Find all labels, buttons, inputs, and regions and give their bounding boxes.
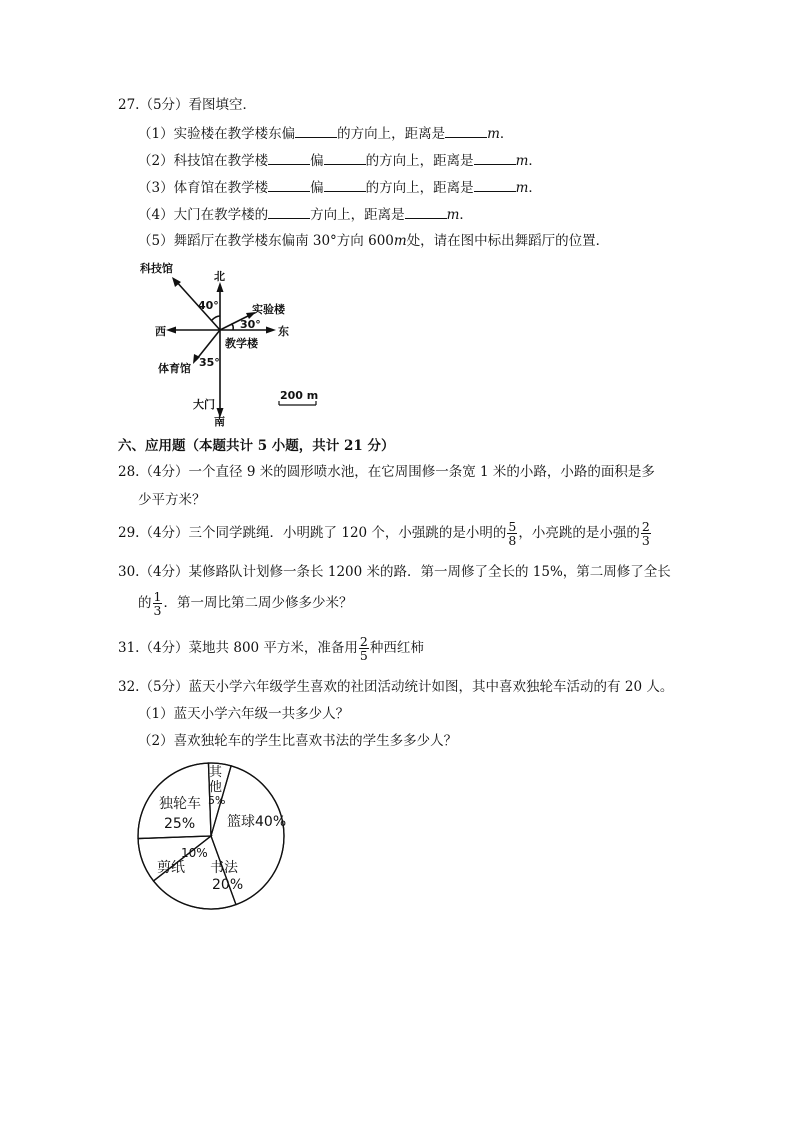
- pie-label-calligraphy-pct: 20%: [212, 877, 244, 893]
- pie-label-basketball: 篮球40%: [227, 814, 287, 830]
- pie-label-unicycle-pct: 25%: [164, 816, 196, 832]
- q27-3-text-c: 的方向上，距离是: [365, 180, 474, 196]
- map-scale-label: 200 m: [280, 389, 319, 402]
- pie-label-other-1: 其: [209, 765, 223, 780]
- q30-text-a: 的: [138, 595, 152, 611]
- map-damen-label: 大门: [193, 398, 215, 411]
- map-south-label: 南: [214, 415, 225, 428]
- q30-line-1: 30.（4分）某修路队计划修一条长 1200 米的路．第一周修了全长的 15%，第二周修了全长: [118, 564, 671, 580]
- map-west-label: 西: [155, 325, 166, 338]
- q27-2-text-b: 偏: [310, 153, 324, 169]
- map-angle-35-label: 35°: [199, 356, 220, 369]
- q29-text-b: ，小亮跳的是小强的: [518, 525, 640, 541]
- q27-5-text-a: （5）舞蹈厅在教学楼东偏南 30°方向 600: [138, 233, 394, 249]
- pie-label-calligraphy: 书法: [210, 860, 238, 876]
- pie-label-papercut: 剪纸: [157, 860, 185, 876]
- numerator: 1: [153, 589, 162, 604]
- q27-3-text-b: 偏: [310, 180, 324, 196]
- q29-text-a: 29.（4分）三个同学跳绳．小明跳了 120 个，小强跳的是小明的: [118, 525, 507, 541]
- pie-label-unicycle: 独轮车: [159, 796, 201, 812]
- unit: m: [393, 233, 407, 249]
- q27-2-text-c: 的方向上，距离是: [365, 153, 474, 169]
- q28-line-1: 28.（4分）一个直径 9 米的圆形喷水池，在它周围修一条宽 1 米的小路，小路的面积是多: [118, 464, 655, 480]
- q31-text-b: 种西红柿: [369, 640, 424, 656]
- pie-label-other-pct: 5%: [208, 794, 226, 807]
- period: ．: [459, 207, 473, 223]
- section-heading: 六、应用题（本题共计 5 小题，共计 21 分）: [118, 438, 395, 454]
- unit: m: [515, 180, 529, 196]
- map-shiyanlou-label: 实验楼: [252, 303, 285, 316]
- q27-4-text-b: 方向上，距离是: [310, 207, 405, 223]
- q27-1-text-a: （1）实验楼在教学楼东偏: [138, 126, 296, 142]
- map-angle-30-label: 30°: [240, 318, 261, 331]
- q32-line-1: 32.（5分）蓝天小学六年级学生喜欢的社团活动统计如图，其中喜欢独轮车活动的有 20 人。: [118, 679, 674, 695]
- map-kejiguan-label: 科技馆: [140, 262, 173, 275]
- pie-label-other-2: 他: [209, 780, 223, 795]
- q27-header: 27.（5分）看图填空．: [118, 97, 257, 113]
- denominator: 5: [359, 648, 368, 663]
- period: ．: [528, 153, 542, 169]
- period: ．: [528, 180, 542, 196]
- q28-line-2: 少平方米？: [138, 492, 206, 508]
- denominator: 3: [153, 603, 162, 618]
- q32-line-3: （2）喜欢独轮车的学生比喜欢书法的学生多多少人？: [138, 733, 458, 749]
- map-east-label: 东: [278, 325, 289, 338]
- q31-text-a: 31.（4分）菜地共 800 平方米，准备用: [118, 640, 358, 656]
- map-tiyuguan-label: 体育馆: [158, 362, 191, 375]
- map-angle-40-label: 40°: [198, 299, 219, 312]
- denominator: 3: [641, 533, 650, 548]
- unit: m: [515, 153, 529, 169]
- q30-text-b: ．第一周比第二周少修多少米？: [163, 595, 353, 611]
- numerator: 5: [508, 519, 517, 534]
- numerator: 2: [359, 634, 368, 649]
- unit: m: [446, 207, 460, 223]
- map-jiaoxuelou-label: 教学楼: [225, 337, 258, 350]
- pie-label-papercut-pct: 10%: [181, 846, 208, 860]
- q27-4-text-a: （4）大门在教学楼的: [138, 207, 269, 223]
- q27-1-text-b: 的方向上，距离是: [337, 126, 446, 142]
- q27-5-text-b: 处，请在图中标出舞蹈厅的位置．: [406, 233, 610, 249]
- numerator: 2: [641, 519, 650, 534]
- q27-2-text-a: （2）科技馆在教学楼: [138, 153, 269, 169]
- unit: m: [487, 126, 500, 142]
- period: ．: [499, 126, 514, 142]
- map-north-label: 北: [214, 270, 225, 283]
- denominator: 8: [508, 533, 517, 548]
- q32-line-2: （1）蓝天小学六年级一共多少人？: [138, 706, 350, 722]
- q27-3-text-a: （3）体育馆在教学楼: [138, 180, 269, 196]
